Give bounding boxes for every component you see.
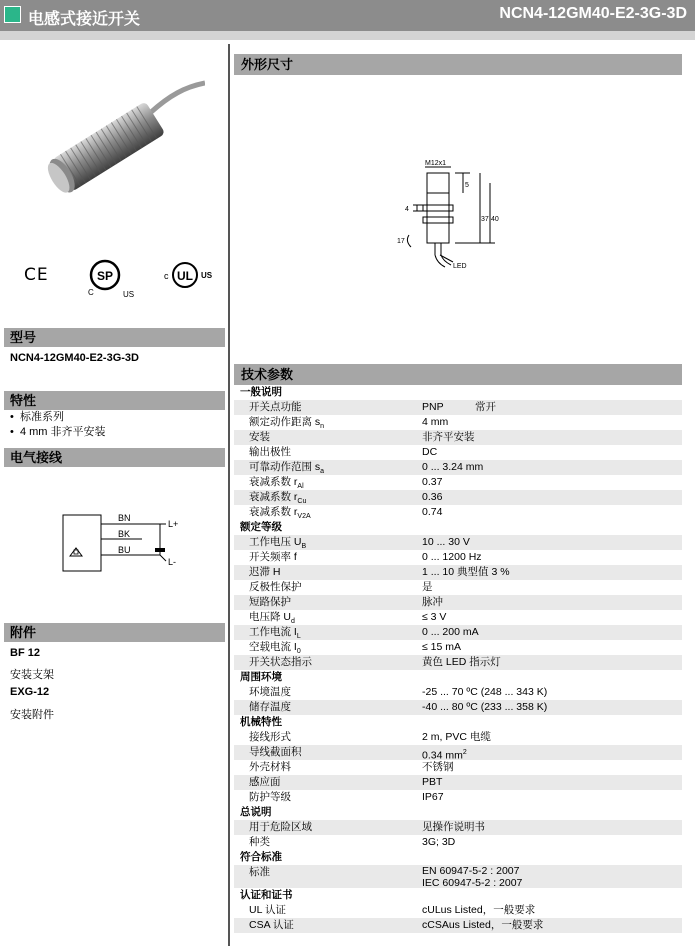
thread-label: M12x1 [425, 160, 447, 167]
param-label: 迟滞 H [249, 566, 281, 578]
svg-text:UL: UL [177, 269, 193, 283]
accessories-header: 附件 [4, 623, 225, 642]
model-title: NCN4-12GM40-E2-3G-3D [499, 5, 687, 22]
param-label: 开关状态指示 [249, 656, 312, 668]
param-value: 不锈钢 [422, 761, 454, 773]
tech-row [234, 685, 682, 700]
wire-bn-label: BN [118, 513, 131, 523]
tech-section-header [234, 888, 682, 903]
param-value: 0.74 [422, 506, 443, 518]
param-value: 见操作说明书 [422, 821, 485, 833]
param-label: 可靠动作范围 $s_a$ [249, 461, 325, 476]
tech-row [234, 535, 682, 550]
section-label: 总说明 [240, 806, 272, 818]
features-header: 特性 [4, 391, 225, 410]
wire-plus-label: L+ [168, 519, 179, 529]
section-label: 额定等级 [240, 521, 282, 533]
dim-5-label: 5 [465, 182, 469, 189]
param-value: cULus Listed，一般要求 [422, 904, 536, 916]
param-label: 工作电压 $U_B$ [249, 536, 307, 551]
param-value: ≤ 15 mA [422, 641, 462, 653]
led-label: LED [453, 263, 467, 270]
title-bar [0, 0, 695, 31]
tech-section-header [234, 715, 682, 730]
param-label: 衰减系数 $r_{Cu}$ [249, 491, 307, 506]
tech-row [234, 730, 682, 745]
tech-row [234, 430, 682, 445]
param-value: 10 ... 30 V [422, 536, 470, 548]
param-value: 1 ... 10 典型值 3 % [422, 566, 510, 578]
param-label: 衰减系数 $r_{Al}$ [249, 476, 304, 491]
param-label: 导线截面积 [249, 746, 302, 758]
section-label: 机械特性 [240, 716, 282, 728]
dim-4-label: 4 [405, 206, 409, 213]
tech-row [234, 835, 682, 850]
wire-bk-label: BK [118, 529, 131, 539]
param-label: 感应面 [249, 776, 281, 788]
param-label: 环境温度 [249, 686, 291, 698]
ul-us-label: US [201, 271, 213, 280]
svg-text:SP: SP [96, 269, 114, 283]
accessory-name: BF 12 [10, 647, 40, 659]
ce-mark: CE [24, 265, 49, 285]
tech-row [234, 760, 682, 775]
column-divider [228, 44, 230, 946]
ul-mark [170, 260, 200, 290]
param-value: DC [422, 446, 438, 458]
tech-section-header [234, 520, 682, 535]
param-value: 0 ... 1200 Hz [422, 551, 482, 563]
param-label: 接线形式 [249, 731, 291, 743]
wire-minus-label: L- [168, 557, 177, 567]
param-value: -25 ... 70 ºC (248 ... 343 K) [422, 686, 548, 698]
param-label: 输出极性 [249, 446, 291, 458]
param-label: 安装 [249, 431, 270, 443]
tech-row [234, 445, 682, 460]
param-label: 反极性保护 [249, 581, 302, 593]
wiring-diagram [62, 508, 192, 578]
tech-row [234, 460, 682, 475]
feature-item: • 4 mm 非齐平安装 [10, 426, 106, 438]
section-label: 一般说明 [240, 386, 282, 398]
param-value: ≤ 3 V [422, 611, 447, 623]
param-value: 非齐平安装 [422, 431, 475, 443]
tech-table [234, 385, 682, 933]
param-value: 0 ... 200 mA [422, 626, 479, 638]
tech-row [234, 595, 682, 610]
dimensions-header: 外形尺寸 [234, 54, 682, 75]
tech-row [234, 610, 682, 625]
accessory-name: EXG-12 [10, 686, 50, 698]
tech-row [234, 640, 682, 655]
dim-37-label: 37 [481, 216, 489, 223]
csa-us-label: US [123, 290, 135, 299]
param-value: 0.34 $mm^2$ [422, 749, 467, 762]
param-label: CSA 认证 [249, 919, 294, 931]
param-value: cCSAus Listed，一般要求 [422, 919, 544, 931]
section-label: 符合标准 [240, 851, 282, 863]
brand-square-icon [4, 6, 21, 23]
tech-row [234, 745, 682, 760]
param-label: 开关频率 f [249, 551, 297, 563]
param-label: 防护等级 [249, 791, 291, 803]
tech-row [234, 490, 682, 505]
tech-row [234, 415, 682, 430]
param-value: 0.37 [422, 476, 443, 488]
page-title: 电感式接近开关 [28, 11, 141, 28]
param-value: 2 m, PVC 电缆 [422, 731, 491, 743]
tech-row [234, 655, 682, 670]
tech-section-header [234, 805, 682, 820]
ul-c-label: c [164, 271, 169, 281]
dim-17-label: 17 [397, 238, 405, 245]
param-label: 额定动作距离 $s_n$ [249, 416, 325, 431]
tech-row [234, 565, 682, 580]
section-label: 认证和证书 [240, 889, 293, 901]
dimension-drawing [395, 155, 505, 275]
tech-row [234, 400, 682, 415]
param-label: 短路保护 [249, 596, 291, 608]
param-value: 是 [422, 581, 433, 593]
param-value: EN 60947-5-2 : 2007 IEC 60947-5-2 : 2007 [422, 865, 523, 889]
features-list [10, 410, 106, 440]
tech-row [234, 475, 682, 490]
tech-row [234, 903, 682, 918]
param-value: 0.36 [422, 491, 443, 503]
param-value: PBT [422, 776, 443, 788]
wire-bu-label: BU [118, 545, 131, 555]
feature-item: • 标准系列 [10, 411, 64, 423]
tech-row [234, 700, 682, 715]
param-label: 空载电流 $I_0$ [249, 641, 301, 656]
param-label: 工作电流 $I_L$ [249, 626, 301, 641]
tech-row [234, 505, 682, 520]
tech-section-header [234, 670, 682, 685]
tech-row [234, 550, 682, 565]
tech-row [234, 865, 682, 888]
tech-section-header [234, 385, 682, 400]
param-value: 0 ... 3.24 mm [422, 461, 484, 473]
accessory-desc: 安装支架 [10, 669, 54, 681]
sub-bar [0, 31, 695, 40]
model-value: NCN4-12GM40-E2-3G-3D [10, 352, 139, 364]
param-label: 衰减系数 $r_{V2A}$ [249, 506, 311, 521]
csa-c-label: C [88, 288, 94, 297]
tech-row [234, 625, 682, 640]
param-value: IP67 [422, 791, 444, 803]
tech-row [234, 790, 682, 805]
param-label: 标准 [249, 866, 270, 878]
product-photo [30, 75, 205, 215]
param-value: 3G; 3D [422, 836, 456, 848]
param-label: 电压降 $U_d$ [249, 611, 295, 626]
dim-40-label: 40 [491, 216, 499, 223]
tech-row [234, 820, 682, 835]
param-label: 用于危险区域 [249, 821, 312, 833]
accessory-desc: 安装附件 [10, 709, 54, 721]
section-label: 周围环境 [240, 671, 282, 683]
param-label: 开关点功能 [249, 401, 302, 413]
param-value: 黄色 LED 指示灯 [422, 656, 501, 668]
model-header: 型号 [4, 328, 225, 347]
param-value: 脉冲 [422, 596, 443, 608]
param-label: 外壳材料 [249, 761, 291, 773]
param-value-extra: 常开 [475, 401, 496, 413]
wiring-header: 电气接线 [4, 448, 225, 467]
tech-row [234, 580, 682, 595]
tech-row [234, 918, 682, 933]
param-label: 储存温度 [249, 701, 291, 713]
param-label: 种类 [249, 836, 270, 848]
param-value: PNP [422, 401, 444, 413]
param-value: 4 mm [422, 416, 449, 428]
tech-header: 技术参数 [234, 364, 682, 385]
param-label: UL 认证 [249, 904, 286, 916]
tech-row [234, 775, 682, 790]
param-value: -40 ... 80 ºC (233 ... 358 K) [422, 701, 548, 713]
tech-section-header [234, 850, 682, 865]
